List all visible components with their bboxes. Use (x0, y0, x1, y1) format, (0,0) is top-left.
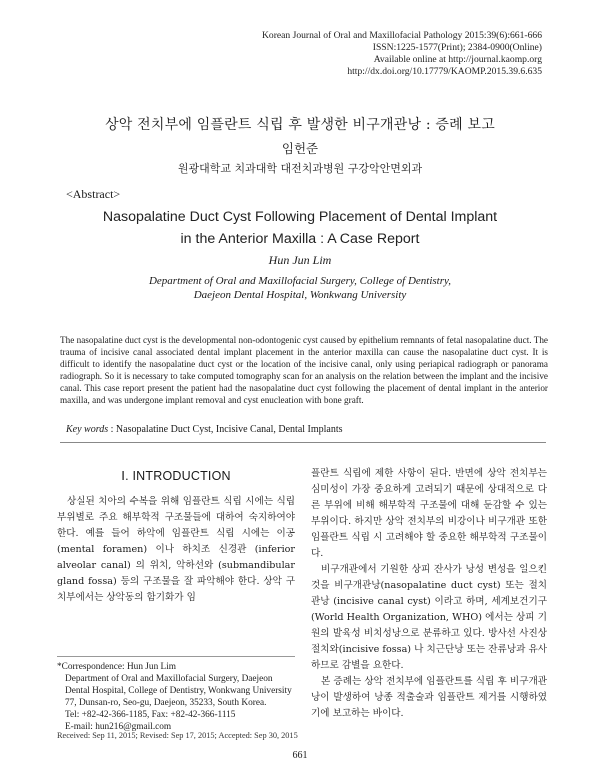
correspondence-email[interactable]: E-mail: hun216@gmail.com (65, 722, 172, 732)
correspondence-block (57, 656, 295, 733)
english-author: Hun Jun Lim (268, 253, 332, 267)
intro-paragraph-right-3: 본 증례는 상악 전치부에 임플란트를 식립 후 비구개관낭이 발생하여 낭종 적출술과 임플란트 제거를 시행하였기에 보고하는 바이다. (311, 676, 547, 719)
intro-paragraph-left: 상실된 치아의 수복을 위해 임플란트 식립 시에는 식립 부위별로 주요 해부학적 구조물들에 대하여 숙지하여야 한다. 예를 들어 하악에 임플란트 식립 시에는 이공 (mental foramen) 이나 하치조 신경관 (inferior alveolar canal) 의 위치, 악하선와 (submandibular gland fossa) 등의 구조물을 잘 파악해야 한다. 상악 구치부에서는 상악동의 함기화가 임 (57, 496, 295, 603)
journal-url[interactable]: Available online at http://journal.kaomp.org (373, 54, 542, 65)
introduction-heading: Ⅰ. INTRODUCTION (121, 469, 231, 483)
journal-header (262, 30, 542, 78)
left-column (57, 468, 295, 606)
journal-issn: ISSN:1225-1577(Print); 2384-0900(Online) (372, 42, 542, 53)
korean-author: 임헌준 (281, 141, 319, 156)
correspondence-dept: Department of Oral and Maxillofacial Surgery, Daejeon (65, 674, 273, 684)
correspondence-phone: Tel: +82-42-366-1185, Fax: +82-42-366-1115 (65, 710, 236, 720)
korean-title: 상악 전치부에 임플란트 식립 후 발생한 비구개관낭 : 증례 보고 (105, 117, 495, 133)
english-affiliation-line1: Department of Oral and Maxillofacial Surgery, College of Dentistry, (148, 275, 452, 287)
english-affiliation-line2: Daejeon Dental Hospital, Wonkwang University (193, 289, 407, 301)
correspondence-college: Dental Hospital, College of Dentistry, Wonkwang University (65, 686, 292, 696)
page-number: 661 (292, 750, 308, 761)
abstract-divider (60, 442, 546, 443)
english-title-line2: in the Anterior Maxilla : A Case Report (180, 231, 420, 247)
received-dates: Received: Sep 11, 2015; Revised: Sep 17, 2015; Accepted: Sep 30, 2015 (57, 731, 298, 740)
abstract-label: <Abstract> (66, 187, 121, 201)
keywords (66, 424, 343, 435)
english-title (0, 206, 600, 250)
journal-citation: Korean Journal of Oral and Maxillofacial Pathology 2015:39(6):661-666 (261, 30, 542, 41)
keywords-text: : Nasopalatine Duct Cyst, Incisive Canal, Dental Implants (110, 424, 343, 435)
right-column (311, 466, 547, 722)
intro-paragraph-right-1: 플란트 식립에 제한 사항이 된다. 반면에 상악 전치부는 심미성이 가장 중요하게 고려되기 때문에 상대적으로 다른 부위에 비해 해부학적 구조물에 대해 둔감할 수 있는 부위이다. 하지만 상악 전치부의 비강이나 비구개관 또한 임플란트 식립 시 고려해야 할 중요한 해부학적 구조물이다. (311, 468, 547, 559)
correspondence-address: 77, Dunsan-ro, Seo-gu, Daejeon, 35233, South Korea. (65, 698, 267, 708)
keywords-label: Key words (66, 424, 109, 435)
english-title-line1: Nasopalatine Duct Cyst Following Placement of Dental Implant (102, 209, 498, 225)
abstract-text: The nasopalatine duct cyst is the developmental non-odontogenic cyst caused by epithelium remnants of fetal nasopalatine duct. The trauma of incisive canal associated dental implant placement in the anterior maxilla can cause the nasopalatine duct cyst. It is difficult to identify the nasopalatine duct cyst or the location of the incisive canal, only using periapical radiograph or panorama radiograph. So it is necessary to take computed tomography scan for an analysis on the relation between the implant and the incisive canal. This case report present the patient had the nasopalatine duct cyst following the placement of dental implant in the anterior maxilla, and was undergone implant removal and cyst enucleation with bone graft. (60, 335, 548, 405)
intro-paragraph-right-2: 비구개관에서 기원한 상피 잔사가 낭성 변성을 일으킨 것을 비구개관낭(nasopalatine duct cyst) 또는 절치관낭 (incisive canal cyst) 이라고 하며, 세계보건기구 (World Health Organization, WHO) 에서는 상피 기원의 발육성 비치성낭으로 분류하고 있다. 방사선 사진상 절치와(incisive fossa) 나 치근단낭 또는 잔류낭과 유사하므로 감별을 요한다. (311, 564, 547, 671)
correspondence-name: *Correspondence: Hun Jun Lim (57, 662, 177, 672)
journal-doi[interactable]: http://dx.doi.org/10.17779/KAOMP.2015.39.6.635 (347, 66, 542, 77)
korean-affiliation: 원광대학교 치과대학 대전치과병원 구강악안면외과 (177, 162, 423, 175)
english-affiliation (0, 274, 600, 302)
